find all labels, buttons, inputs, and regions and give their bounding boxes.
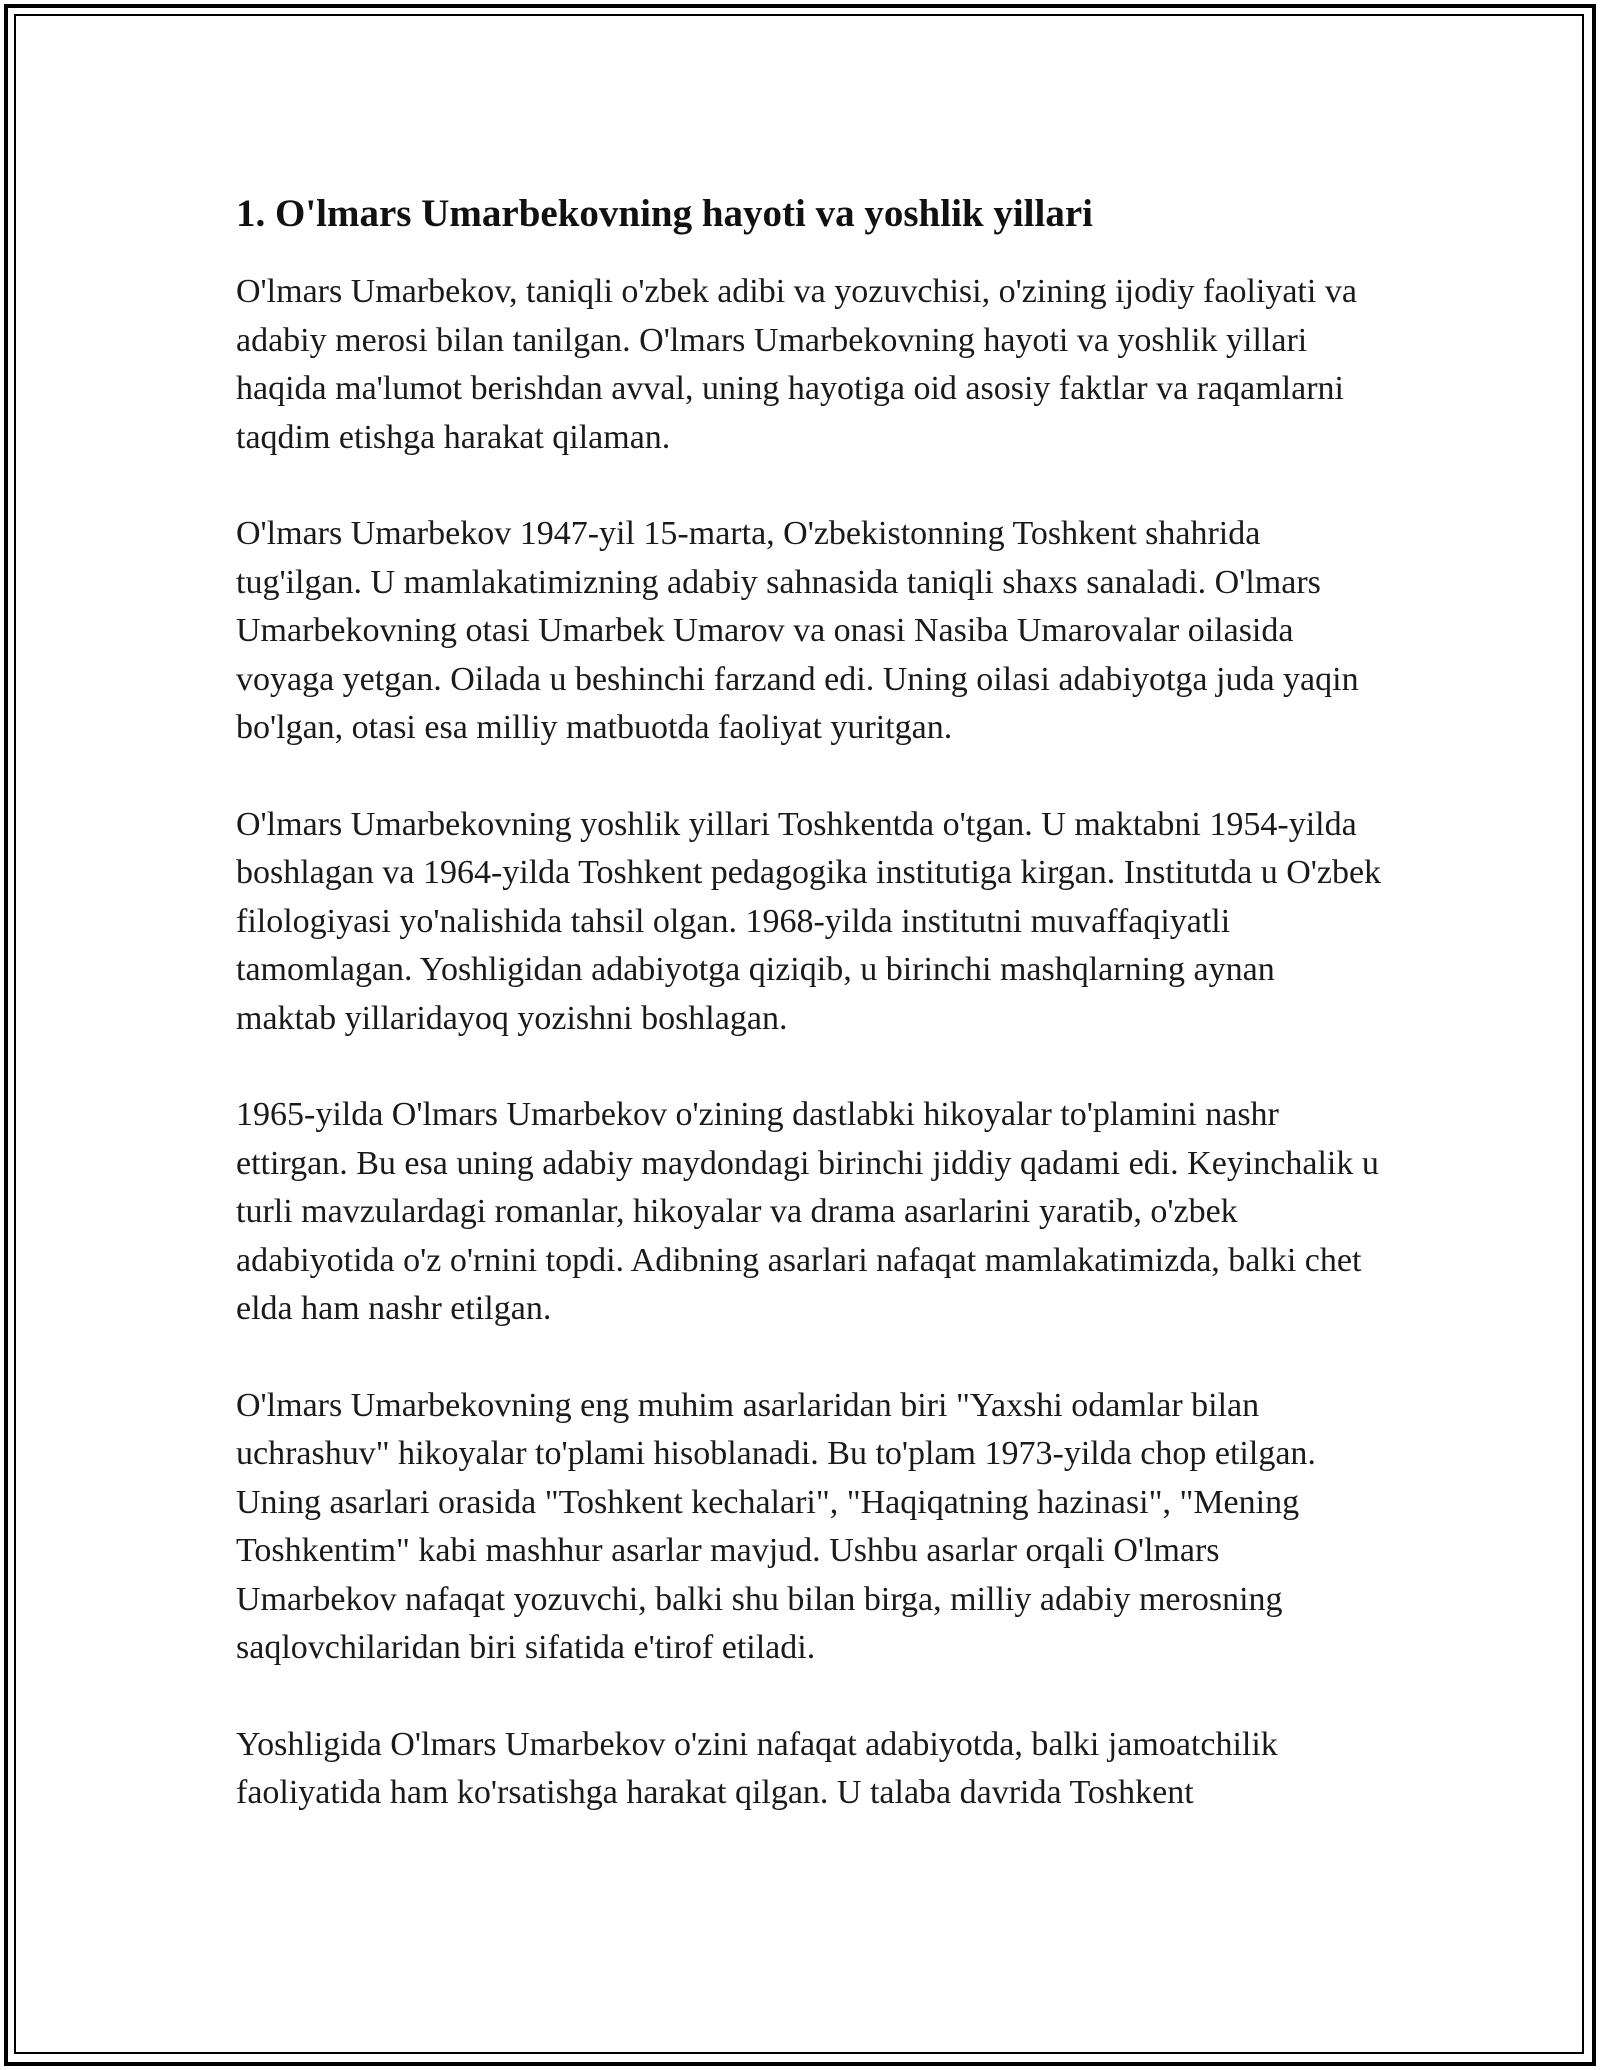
paragraph-2: O'lmars Umarbekov 1947-yil 15-marta, O'zbekistonning Toshkent shahrida tug'ilgan. U mamlakatimizning adabiy sahnasida taniqli shaxs sanaladi. O'lmars Umarbekovning otasi Umarbek Umarov va onasi Nasiba Umarovalar oilasida voyaga yetgan. Oilada u beshinchi farzand edi. Uning oilasi adabiyotga juda yaqin bo'lgan, otasi esa milliy matbuotda faoliyat yuritgan. (236, 515, 1359, 746)
paragraph-4: 1965-yilda O'lmars Umarbekov o'zining dastlabki hikoyalar to'plamini nashr ettirgan. Bu esa uning adabiy maydondagi birinchi jiddiy qadami edi. Keyinchalik u turli mavzulardagi romanlar, hikoyalar va drama asarlarini yaratib, o'zbek adabiyotida o'z o'rnini topdi. Adibning asarlari nafaqat mamlakatimizda, balki chet elda ham nashr etilgan. (236, 1096, 1379, 1327)
paragraph-1: O'lmars Umarbekov, taniqli o'zbek adibi va yozuvchisi, o'zining ijodiy faoliyati va adabiy merosi bilan tanilgan. O'lmars Umarbekovning hayoti va yoshlik yillari haqida ma'lumot berishdan avval, uning hayotiga oid asosiy faktlar va raqamlarni taqdim etishga harakat qilaman. (236, 273, 1357, 456)
paragraph-5: O'lmars Umarbekovning eng muhim asarlaridan biri "Yaxshi odamlar bilan uchrashuv" hikoyalar to'plami hisoblanadi. Bu to'plam 1973-yilda chop etilgan. Uning asarlari orasida "Toshkent kechalari", "Haqiqatning hazinasi", "Mening Toshkentim" kabi mashhur asarlar mavjud. Ushbu asarlar orqali O'lmars Umarbekov nafaqat yozuvchi, balki shu bilan birga, milliy adabiy merosning saqlovchilaridan biri sifatida e'tirof etiladi. (236, 1386, 1316, 1666)
document-body (236, 188, 1382, 1866)
section-heading: 1. O'lmars Umarbekovning hayoti va yoshlik yillari (236, 192, 1093, 235)
paragraph-6: Yoshligida O'lmars Umarbekov o'zini nafaqat adabiyotda, balki jamoatchilik faoliyatida ham ko'rsatishga harakat qilgan. U talaba davrida Toshkent (236, 1725, 1278, 1811)
paragraph-3: O'lmars Umarbekovning yoshlik yillari Toshkentda o'tgan. U maktabni 1954-yilda boshlagan va 1964-yilda Toshkent pedagogika institutiga kirgan. Institutda u O'zbek filologiyasi yo'nalishida tahsil olgan. 1968-yilda institutni muvaffaqiyatli tamomlagan. Yoshligidan adabiyotga qiziqib, u birinchi mashqlarning aynan maktab yillaridayoq yozishni boshlagan. (236, 805, 1382, 1037)
